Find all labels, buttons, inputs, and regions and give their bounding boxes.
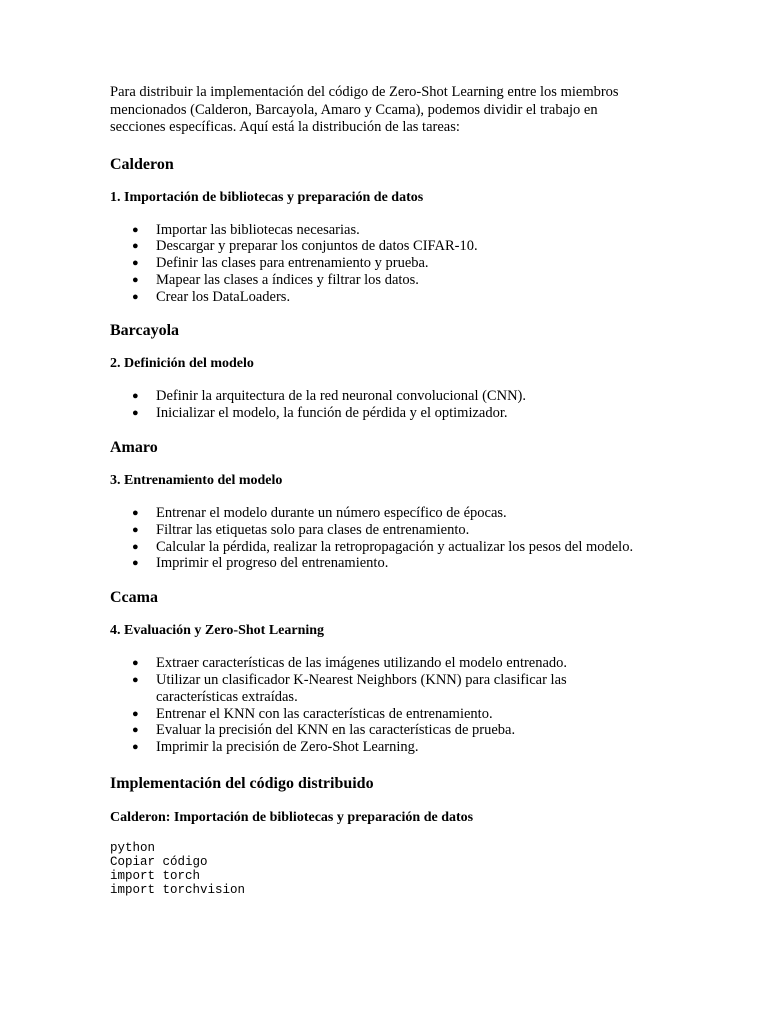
section-heading-amaro: Amaro — [110, 439, 158, 457]
bullet-icon: ● — [132, 290, 139, 303]
bullet-icon: ● — [132, 390, 139, 403]
list-item: ● Inicializar el modelo, la función de pérdida y el optimizador. — [132, 405, 508, 422]
list-item: ● Importar las bibliotecas necesarias. — [132, 221, 360, 238]
bullet-icon: ● — [132, 407, 139, 420]
bullet-icon: ● — [132, 240, 139, 253]
copy-code-button[interactable]: Copiar código — [110, 855, 208, 870]
code-line: import torchvision — [110, 883, 246, 898]
list-item: ● Filtrar las etiquetas solo para clases de entrenamiento. — [132, 521, 470, 538]
list-item: ● Calcular la pérdida, realizar la retropropagación y actualizar los pesos del modelo. — [132, 538, 634, 555]
list-item: ● Definir las clases para entrenamiento y prueba. — [132, 255, 429, 272]
bullet-icon: ● — [132, 674, 139, 687]
list-item: ● Imprimir el progreso del entrenamiento. — [132, 555, 389, 572]
task-list-ccama — [110, 655, 650, 756]
list-item: ● Utilizar un clasificador K-Nearest Neighbors (KNN) para clasificar las características extraídas. — [132, 672, 567, 705]
list-item: ● Evaluar la precisión del KNN en las características de prueba. — [132, 722, 516, 739]
section-heading-ccama: Ccama — [110, 589, 158, 607]
list-item: ● Descargar y preparar los conjuntos de datos CIFAR-10. — [132, 238, 478, 255]
task-list-amaro — [110, 505, 650, 572]
bullet-icon: ● — [132, 273, 139, 286]
bullet-icon: ● — [132, 707, 139, 720]
list-item: ● Extraer características de las imágenes utilizando el modelo entrenado. — [132, 655, 568, 672]
document-page — [110, 84, 650, 897]
list-item: ● Definir la arquitectura de la red neuronal convolucional (CNN). — [132, 388, 527, 405]
code-block — [110, 841, 650, 897]
list-item: ● Entrenar el modelo durante un número específico de épocas. — [132, 505, 507, 522]
intro-paragraph: Para distribuir la implementación del código de Zero-Shot Learning entre los miembros mencionados (Calderon, Barcayola, Amaro y Ccama), podemos dividir el trabajo en secciones específicas. Aquí está la distribución de las tareas: — [110, 84, 619, 135]
implementation-heading: Implementación del código distribuido — [110, 775, 374, 793]
bullet-icon: ● — [132, 741, 139, 754]
section-heading-barcayola: Barcayola — [110, 322, 180, 340]
bullet-icon: ● — [132, 657, 139, 670]
section-heading-calderon: Calderon — [110, 155, 174, 173]
list-item: ● Crear los DataLoaders. — [132, 288, 291, 305]
bullet-icon: ● — [132, 257, 139, 270]
bullet-icon: ● — [132, 557, 139, 570]
bullet-icon: ● — [132, 223, 139, 236]
list-item: ● Entrenar el KNN con las características de entrenamiento. — [132, 705, 493, 722]
task-list-calderon — [110, 222, 650, 306]
subsection-heading-3: 3. Entrenamiento del modelo — [110, 473, 283, 489]
bullet-icon: ● — [132, 507, 139, 520]
list-item: ● Imprimir la precisión de Zero-Shot Learning. — [132, 739, 419, 756]
implementation-subheading: Calderon: Importación de bibliotecas y preparación de datos — [110, 810, 474, 826]
code-line: import torch — [110, 869, 201, 884]
bullet-icon: ● — [132, 523, 139, 536]
code-language-label: python — [110, 841, 156, 856]
bullet-icon: ● — [132, 540, 139, 553]
subsection-heading-4: 4. Evaluación y Zero-Shot Learning — [110, 623, 325, 639]
subsection-heading-2: 2. Definición del modelo — [110, 356, 254, 372]
bullet-icon: ● — [132, 724, 139, 737]
task-list-barcayola — [110, 388, 650, 422]
subsection-heading-1: 1. Importación de bibliotecas y preparación de datos — [110, 189, 424, 205]
list-item: ● Mapear las clases a índices y filtrar los datos. — [132, 271, 419, 288]
